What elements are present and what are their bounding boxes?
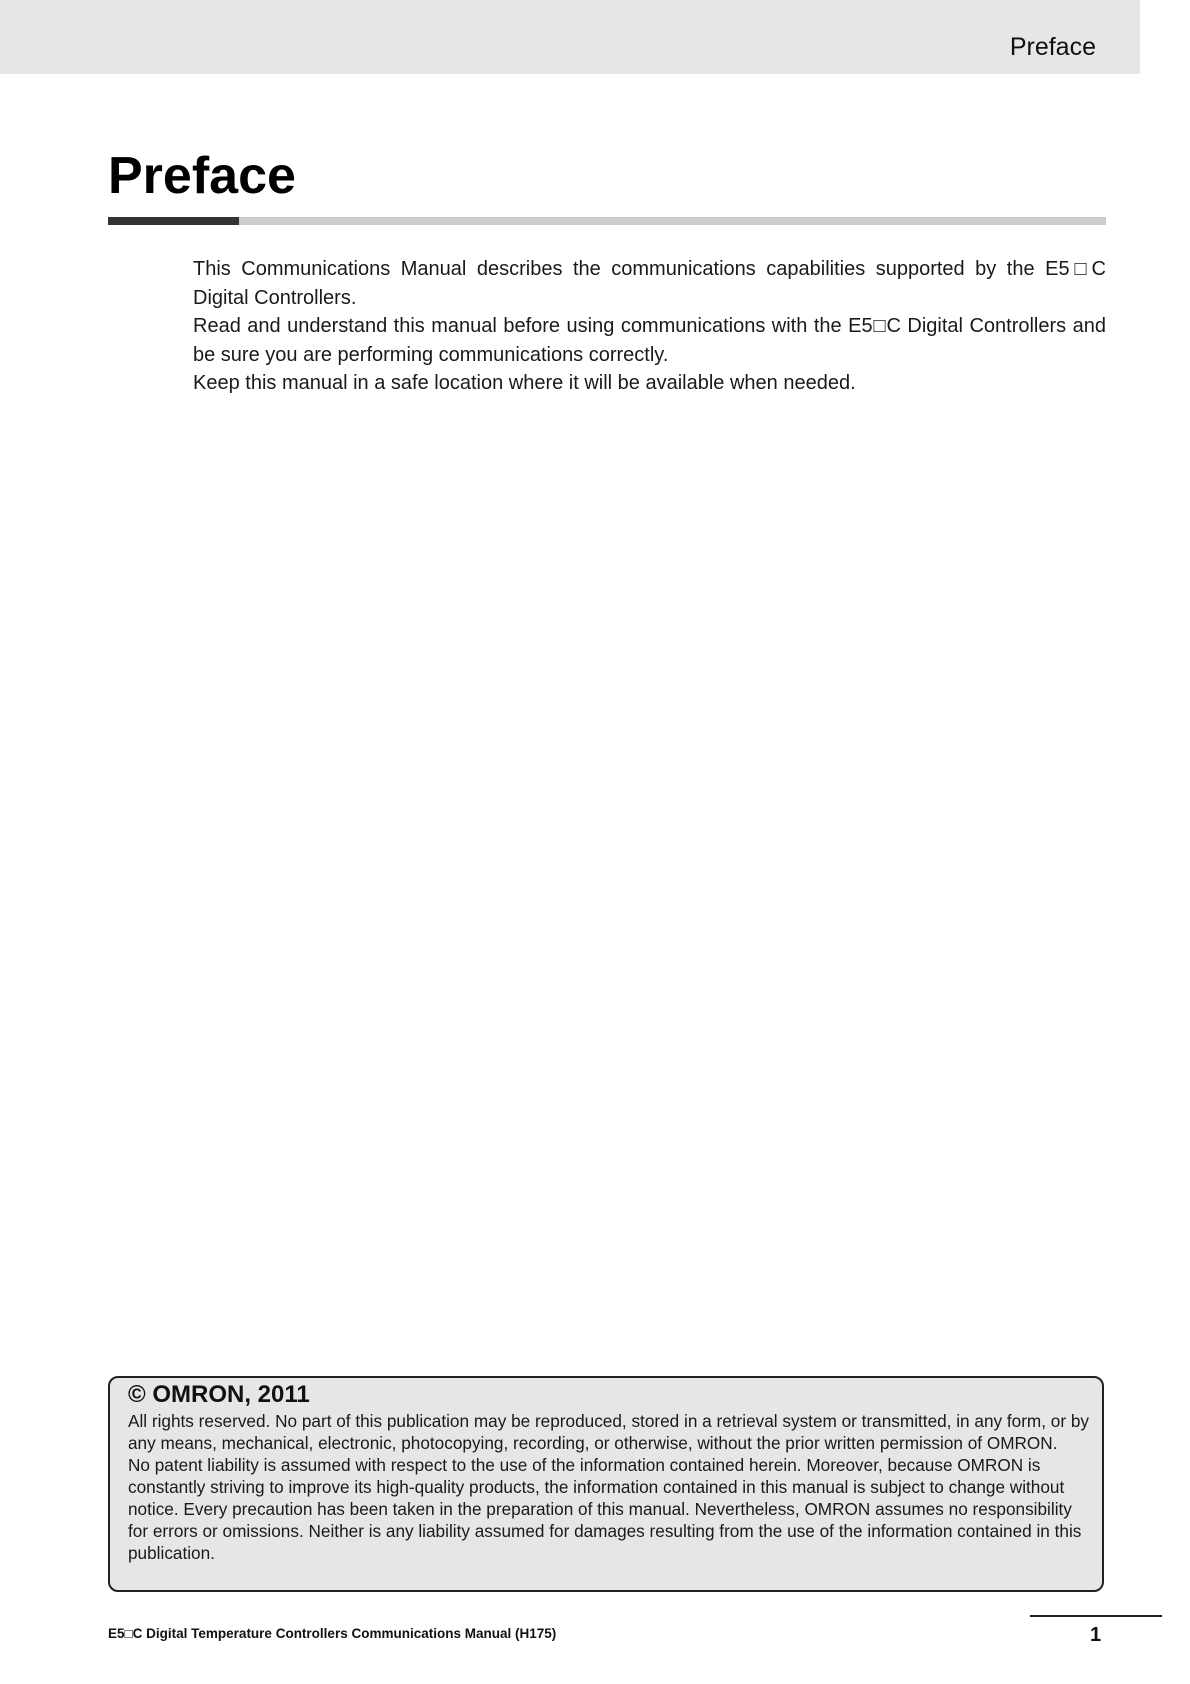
intro-paragraph-read: Read and understand this manual before using communications with the E5□C Digital Controllers and be sure you are performing communications correctly. (193, 315, 1106, 366)
copyright-paragraph-liability: No patent liability is assumed with respect to the use of the information contained herein. Moreover, because OMRON is constantly striving to improve its high-quality products, the information contained in this manual is subject to change without notice. Every precaution has been taken in the preparation of this manual. Nevertheless, OMRON assumes no responsibility for errors or omissions. Neither is any liability assumed for damages resulting from the use of the information contained in this publication. (128, 1455, 1082, 1563)
page-number: 1 (1090, 1624, 1102, 1646)
footer-rule (1030, 1615, 1162, 1617)
footer-manual-title: E5□C Digital Temperature Controllers Communications Manual (H175) (108, 1626, 557, 1641)
intro-paragraph-description: This Communications Manual describes the communications capabilities supported by the E5□C Digital Controllers. (193, 258, 1106, 309)
copyright-body (128, 1410, 1090, 1564)
title-rule (108, 217, 1106, 225)
intro-text (193, 255, 1106, 398)
copyright-paragraph-rights: All rights reserved. No part of this publication may be reproduced, stored in a retrieval system or transmitted, in any form, or by any means, mechanical, electronic, photocopying, recording, or otherwise, without the prior written permission of OMRON. (128, 1411, 1090, 1453)
copyright-box (108, 1376, 1104, 1592)
intro-paragraph-keep: Keep this manual in a safe location where it will be available when needed. (193, 372, 856, 394)
page-title: Preface (108, 147, 296, 205)
header-section-label: Preface (1009, 33, 1096, 61)
title-rule-accent (108, 217, 239, 225)
copyright-heading: © OMRON, 2011 (128, 1381, 310, 1408)
header-band (0, 0, 1140, 74)
